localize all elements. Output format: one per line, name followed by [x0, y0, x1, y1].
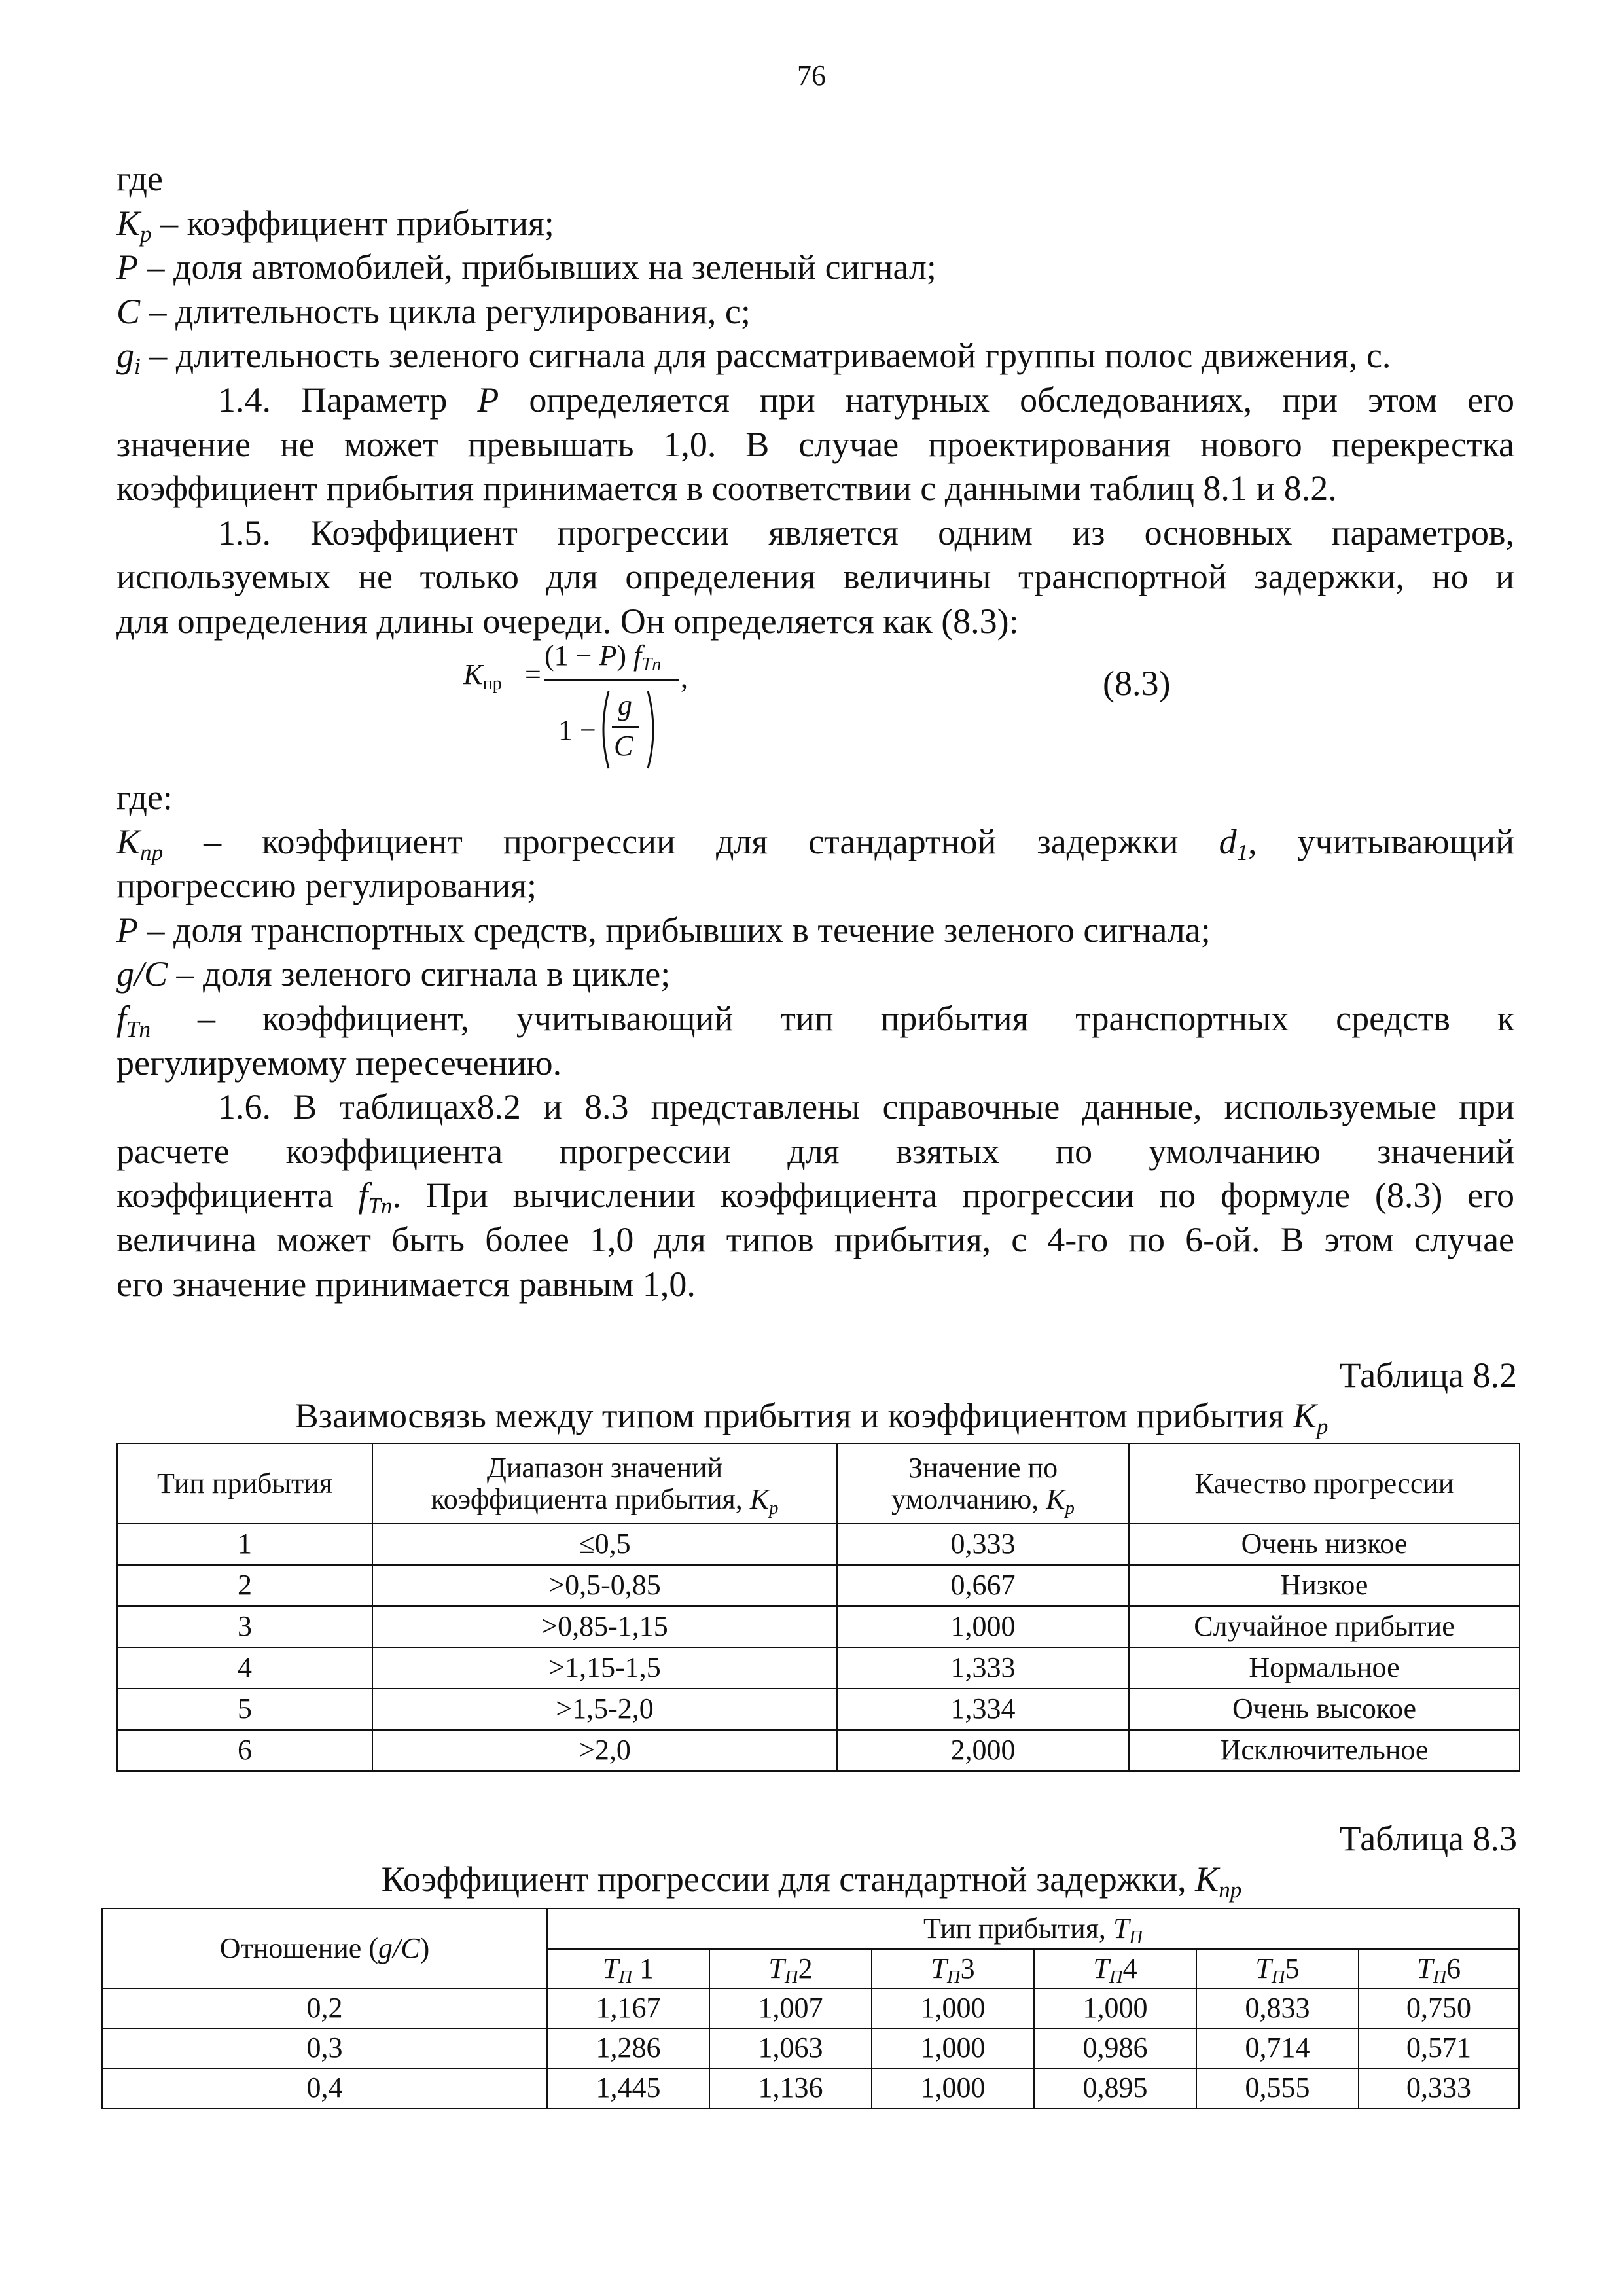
table-cell: 1,063 [709, 2028, 872, 2068]
table-cell: 1,136 [709, 2068, 872, 2108]
para-1-6-line-5: его значение принимается равным 1,0. [116, 1264, 696, 1304]
def-p-2: P – доля транспортных средств, прибывших в течение зеленого сигнала; [116, 910, 1211, 950]
table-cell: 0,895 [1034, 2068, 1196, 2108]
header-arrival-type: Тип прибытия, $T_П$ [547, 1909, 1519, 1949]
table-row [102, 2068, 1519, 2108]
table-cell: >2,0 [372, 1730, 837, 1771]
table-cell: 1,286 [547, 2028, 709, 2068]
def-ftn-line-2: регулируемому пересечению. [116, 1043, 562, 1083]
table-cell: 0,333 [1359, 2068, 1519, 2108]
table-cell: >0,5-0,85 [372, 1565, 837, 1606]
table-cell: 3 [117, 1606, 372, 1647]
col-tp5: $T_П5$ [1196, 1949, 1359, 1988]
table-header-row [102, 1909, 1519, 1949]
table-cell: 0,4 [102, 2068, 547, 2108]
para-1-4-line-3: коэффициент прибытия принимается в соответствии с данными таблиц 8.1 и 8.2. [116, 469, 1337, 509]
para-1-6-line-2: расчете коэффициента прогрессии для взятых по умолчанию значений [116, 1131, 1514, 1171]
header-default: Значение по умолчанию, $K_p$ [837, 1444, 1129, 1524]
where-label-2: где: [116, 778, 173, 817]
table-cell: 1,000 [872, 2068, 1034, 2108]
table-cell: Очень низкое [1129, 1524, 1520, 1565]
table-cell: 1 [117, 1524, 372, 1565]
table-header-row [117, 1444, 1520, 1524]
table-cell: 0,714 [1196, 2028, 1359, 2068]
page-number: 76 [797, 60, 826, 92]
def-ftn: $f_{Tn}$ – коэффициент, учитывающий тип прибытия транспортных средств к [116, 998, 1514, 1042]
def-p: P – доля автомобилей, прибывших на зеленый сигнал; [116, 247, 936, 287]
col-tp2: $T_П2$ [709, 1949, 872, 1988]
header-range: Диапазон значений коэффициента прибытия, $K_p$ [372, 1444, 837, 1524]
table-8-3 [101, 1908, 1520, 2109]
fraction-bar [544, 679, 679, 681]
formula-c: C [614, 730, 633, 762]
body-text-bottom [116, 776, 1514, 1306]
formula-lhs: $K_{пр}$ [463, 658, 502, 694]
formula-reference: (8.3) [1103, 664, 1171, 703]
table-cell: 1,000 [1034, 1988, 1196, 2028]
col-tp4: $T_П4$ [1034, 1949, 1196, 1988]
table-cell: 1,000 [872, 2028, 1034, 2068]
table-cell: 0,333 [837, 1524, 1129, 1565]
formula-comma: , [681, 662, 688, 694]
table-cell: 4 [117, 1647, 372, 1689]
para-1-6-line-4: величина может быть более 1,0 для типов прибытия, с 4-го по 6-ой. В этом случае [116, 1219, 1514, 1259]
table-cell: 0,571 [1359, 2028, 1519, 2068]
header-ratio: Отношение (g/C) [102, 1909, 547, 1988]
formula-denominator-one: 1 − [558, 714, 596, 746]
table-cell: >0,85-1,15 [372, 1606, 837, 1647]
table-cell: 0,2 [102, 1988, 547, 2028]
table-row [117, 1689, 1520, 1730]
formula-g: g [618, 689, 632, 721]
table-cell: 1,000 [872, 1988, 1034, 2028]
body-text-top [116, 157, 1514, 644]
col-tp1: $T_П$ 1 [547, 1949, 709, 1988]
table-row [117, 1565, 1520, 1606]
table-cell: >1,5-2,0 [372, 1689, 837, 1730]
table-cell: 0,986 [1034, 2028, 1196, 2068]
table-8-2-label: Таблица 8.2 [1339, 1355, 1517, 1395]
table-cell: >1,15-1,5 [372, 1647, 837, 1689]
def-gc: g/C – доля зеленого сигнала в цикле; [116, 954, 671, 994]
def-kp: $K_p$ – коэффициент прибытия; [116, 203, 554, 247]
table-cell: 0,555 [1196, 2068, 1359, 2108]
formula-numerator: (1 − P) $f_{Tn}$ [544, 639, 662, 675]
table-8-2-title: Взаимосвязь между типом прибытия и коэффициентом прибытия $K_p$ [294, 1396, 1329, 1439]
def-c: C – длительность цикла регулирования, с; [116, 291, 751, 331]
inner-fraction-bar [612, 726, 639, 728]
para-1-4-line-1: 1.4. Параметр P определяется при натурных обследованиях, при этом его [218, 380, 1514, 420]
table-cell: 1,007 [709, 1988, 872, 2028]
table-cell: 1,334 [837, 1689, 1129, 1730]
table-cell: 2 [117, 1565, 372, 1606]
header-arrival-type: Тип прибытия [117, 1444, 372, 1524]
where-label: где [116, 159, 163, 198]
table-cell: Нормальное [1129, 1647, 1520, 1689]
def-g: $g_i$ – длительность зеленого сигнала для рассматриваемой группы полос движения, с. [116, 336, 1391, 380]
table-cell: 6 [117, 1730, 372, 1771]
col-tp6: $T_П6$ [1359, 1949, 1519, 1988]
table-row [117, 1730, 1520, 1771]
table-cell: Низкое [1129, 1565, 1520, 1606]
table-cell: Случайное прибытие [1129, 1606, 1520, 1647]
table-cell: 5 [117, 1689, 372, 1730]
table-row [117, 1524, 1520, 1565]
table-row [102, 1988, 1519, 2028]
table-cell: Очень высокое [1129, 1689, 1520, 1730]
table-cell: 1,167 [547, 1988, 709, 2028]
para-1-5-line-2: используемых не только для определения величины транспортной задержки, но и [116, 557, 1514, 597]
table-cell: 0,750 [1359, 1988, 1519, 2028]
table-8-3-label: Таблица 8.3 [1339, 1819, 1517, 1858]
table-cell: Исключительное [1129, 1730, 1520, 1771]
para-1-5-line-3: для определения длины очереди. Он определяется как (8.3): [116, 601, 1019, 641]
table-cell: 0,3 [102, 2028, 547, 2068]
col-tp3: $T_П3$ [872, 1949, 1034, 1988]
table-cell: 1,333 [837, 1647, 1129, 1689]
table-cell: 0,667 [837, 1565, 1129, 1606]
table-cell: 2,000 [837, 1730, 1129, 1771]
para-1-4-line-2: значение не может превышать 1,0. В случае проектирования нового перекрестка [116, 424, 1514, 464]
def-knp: $K_{пр}$ – коэффициент прогрессии для стандартной задержки $d_1$, учитывающий [116, 821, 1514, 865]
table-cell: 0,833 [1196, 1988, 1359, 2028]
table-8-3-title: Коэффициент прогрессии для стандартной задержки, $K_{пр}$ [381, 1859, 1242, 1903]
formula-equals: = [525, 658, 541, 691]
para-1-5-line-1: 1.5. Коэффициент прогрессии является одним из основных параметров, [218, 512, 1514, 552]
para-1-6-line-3: коэффициента $f_{Tn}$. При вычислении коэффициента прогрессии по формуле (8.3) его [116, 1175, 1514, 1219]
header-quality: Качество прогрессии [1129, 1444, 1520, 1524]
table-8-2 [116, 1443, 1520, 1772]
table-cell: ≤0,5 [372, 1524, 837, 1565]
table-row [117, 1647, 1520, 1689]
table-cell: 1,445 [547, 2068, 709, 2108]
para-1-6-line-1: 1.6. В таблицах8.2 и 8.3 представлены справочные данные, используемые при [218, 1087, 1514, 1127]
table-row [102, 2028, 1519, 2068]
table-cell: 1,000 [837, 1606, 1129, 1647]
def-knp-line-2: прогрессию регулирования; [116, 866, 537, 906]
table-row [117, 1606, 1520, 1647]
